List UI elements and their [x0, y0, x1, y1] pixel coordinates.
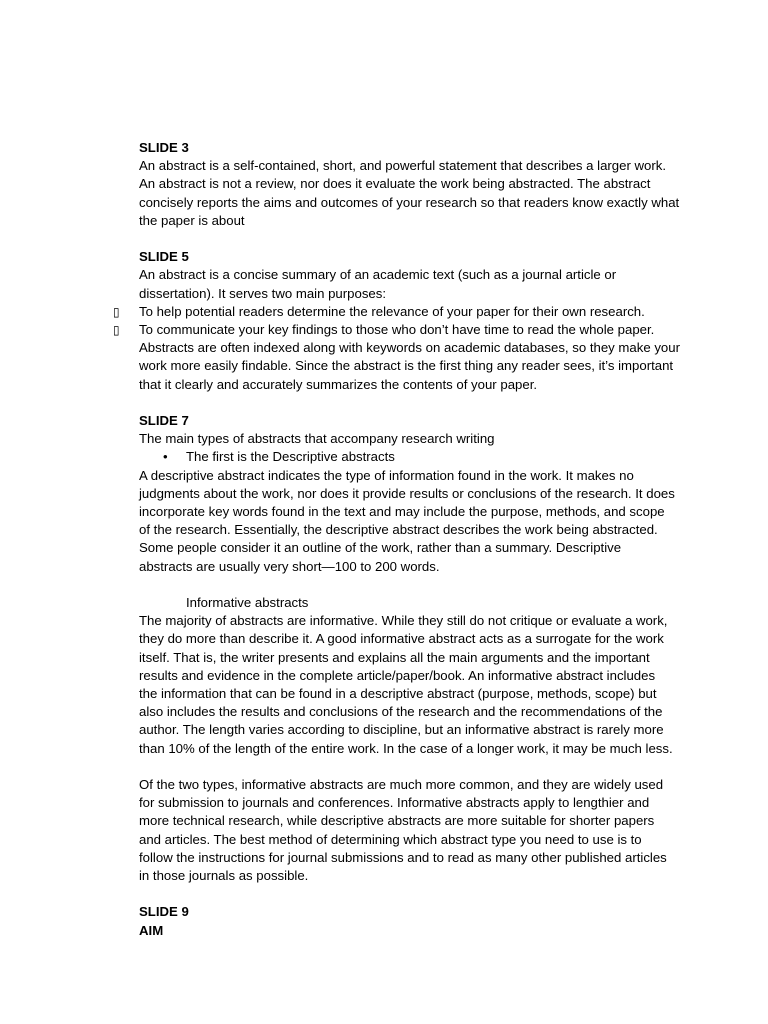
informative-abstracts-heading: Informative abstracts	[186, 595, 309, 611]
paragraph-gap	[139, 576, 679, 594]
informative-text-line: the information that can be found in a descriptive abstract (purpose, methods, scope) but	[139, 686, 657, 702]
document-body	[113, 139, 680, 940]
missing-glyph-icon: ▯	[113, 323, 120, 338]
slide-5-text-line: that it clearly and accurately summarizes the contents of your paper.	[139, 376, 538, 392]
comparison-text-line: and articles. The best method of determining which abstract type you need to use is to	[139, 831, 642, 847]
paragraph-gap	[139, 885, 679, 903]
slide-7-bullet-text: The first is the Descriptive abstracts	[186, 449, 395, 465]
descriptive-text-line: of the research. Essentially, the descriptive abstract describes the work being abstracted.	[139, 522, 658, 538]
slide-3-text-line: concisely reports the aims and outcomes of your research so that readers know exactly what	[139, 194, 680, 210]
descriptive-text-line: incorporate key words found in the text and may include the purpose, methods, and scope	[139, 504, 665, 520]
slide-9-heading: SLIDE 9	[139, 904, 189, 920]
slide-5-list-item-text: To communicate your key findings to those who don’t have time to read the whole paper.	[139, 322, 655, 338]
informative-text-line: The majority of abstracts are informative. While they still do not critique or evaluate a work,	[139, 613, 668, 629]
missing-glyph-icon: ▯	[113, 304, 120, 319]
comparison-text-line: for submission to journals and conferences. Informative abstracts apply to lengthier and	[139, 795, 650, 811]
informative-text-line: they do more than describe it. A good informative abstract acts as a surrogate for the work	[139, 631, 664, 647]
slide-5-heading: SLIDE 5	[139, 249, 189, 265]
slide-3-text-line: the paper is about	[139, 212, 245, 228]
informative-text-line: also includes the results and conclusions of the research and the recommendations of the	[139, 704, 663, 720]
paragraph-gap	[139, 394, 679, 412]
slide-9-aim-label: AIM	[139, 922, 164, 938]
slide-7-intro: The main types of abstracts that accompany research writing	[139, 431, 495, 447]
slide-5-list-item	[113, 303, 679, 321]
descriptive-text-line: Some people consider it an outline of the work, rather than a summary. Descriptive	[139, 540, 622, 556]
slide-5-intro-line: dissertation). It serves two main purposes:	[139, 285, 387, 301]
slide-7-heading: SLIDE 7	[139, 413, 189, 429]
informative-text-line: results and evidence in the complete article/paper/book. An informative abstract includes	[139, 667, 656, 683]
comparison-text-line: more technical research, while descriptive abstracts are more suitable for shorter papers	[139, 813, 655, 829]
descriptive-text-line: A descriptive abstract indicates the type of information found in the work. It makes no	[139, 467, 634, 483]
slide-5-intro-line: An abstract is a concise summary of an academic text (such as a journal article or	[139, 267, 617, 283]
informative-text-line: than 10% of the length of the entire work. In the case of a longer work, it may be much less.	[139, 740, 673, 756]
slide-3-text-line: An abstract is not a review, nor does it evaluate the work being abstracted. The abstract	[139, 176, 651, 192]
slide-3-text-line: An abstract is a self-contained, short, and powerful statement that describes a larger work.	[139, 158, 667, 174]
slide-5-list-item-text: To help potential readers determine the relevance of your paper for their own research.	[139, 303, 645, 319]
informative-text-line: itself. That is, the writer presents and explains all the main arguments and the important	[139, 649, 650, 665]
descriptive-text-line: abstracts are usually very short—100 to 200 words.	[139, 558, 440, 574]
paragraph-gap	[139, 758, 679, 776]
informative-text-line: author. The length varies according to discipline, but an informative abstract is rarely more	[139, 722, 664, 738]
comparison-text-line: follow the instructions for journal submissions and to read as many other published articles	[139, 849, 667, 865]
slide-3-heading: SLIDE 3	[139, 140, 189, 155]
descriptive-text-line: judgments about the work, nor does it provide results or conclusions of the research. It does	[139, 485, 675, 501]
comparison-text-line: Of the two types, informative abstracts are much more common, and they are widely used	[139, 777, 664, 793]
bullet-icon: •	[163, 449, 168, 465]
slide-7-bullet-item	[139, 448, 679, 466]
slide-5-text-line: work more easily findable. Since the abstract is the first thing any reader sees, it’s important	[139, 358, 674, 374]
slide-5-list-item	[113, 321, 679, 339]
comparison-text-line: in those journals as possible.	[139, 868, 309, 884]
slide-5-text-line: Abstracts are often indexed along with keywords on academic databases, so they make your	[139, 340, 680, 356]
paragraph-gap	[139, 230, 679, 248]
